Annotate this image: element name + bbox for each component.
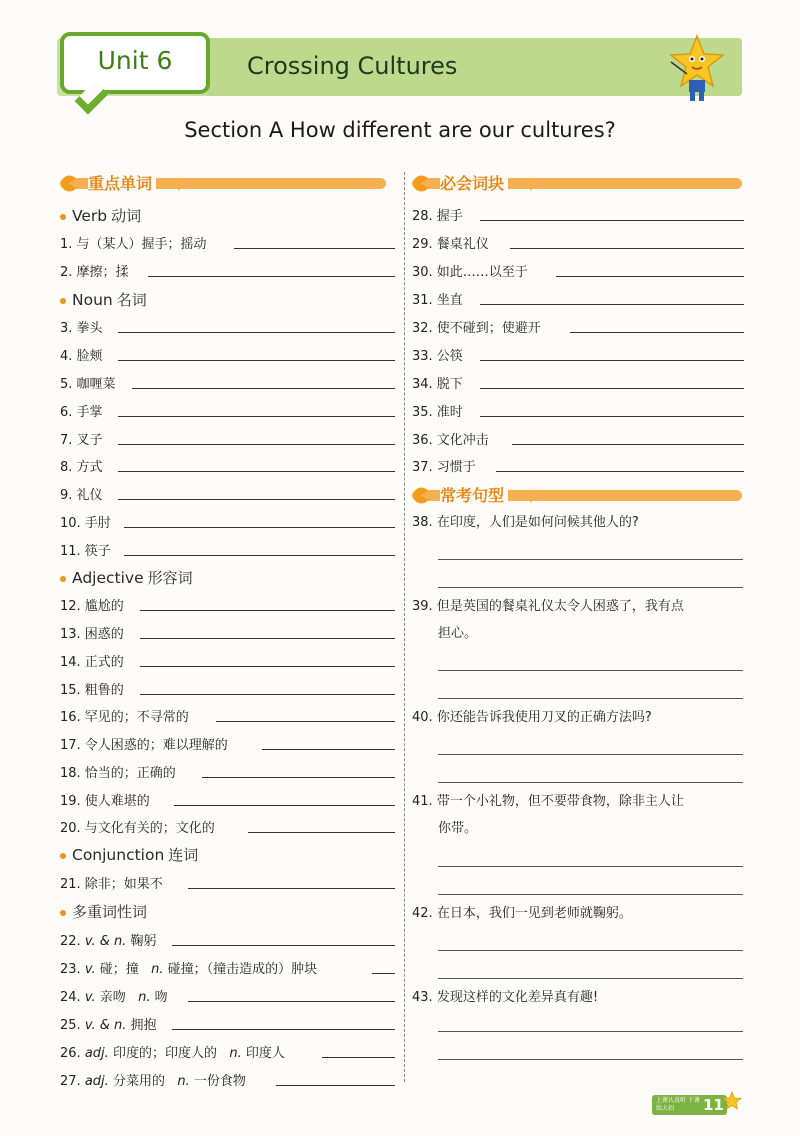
answer-line[interactable]: [438, 782, 743, 783]
vocab-item: 18. 恰当的；正确的: [60, 766, 176, 781]
answer-line[interactable]: [438, 1031, 743, 1032]
vocab-item: 21. 除非；如果不: [60, 877, 163, 892]
vocab-item: 7. 叉子: [60, 433, 103, 448]
answer-line[interactable]: [118, 360, 395, 361]
phrase-item: 31. 坐直: [412, 293, 463, 308]
answer-line[interactable]: [140, 610, 395, 611]
section-header-key-phrases: [412, 175, 744, 192]
vocab-item: 19. 使人难堪的: [60, 794, 150, 809]
sentence-prompt: 39. 但是英国的餐桌礼仪太令人困惑了，我有点: [412, 599, 684, 614]
section-title: Section A How different are our cultures?: [184, 118, 616, 142]
answer-line[interactable]: [118, 471, 395, 472]
footer-slogan: 上课认真听 下课练大招: [656, 1097, 700, 1112]
vocab-item: 5. 咖喱菜: [60, 377, 116, 392]
answer-line[interactable]: [556, 276, 744, 277]
vocab-item-multi: 27. adj. 分菜用的 n. 一份食物: [60, 1074, 246, 1089]
vocab-item: 20. 与文化有关的；文化的: [60, 821, 215, 836]
category-conjunction: Conjunction 连词: [60, 844, 198, 865]
answer-line[interactable]: [248, 832, 395, 833]
answer-line[interactable]: [570, 332, 744, 333]
answer-line[interactable]: [480, 388, 744, 389]
category-verb: Verb 动词: [60, 205, 141, 226]
answer-line[interactable]: [438, 698, 743, 699]
answer-line[interactable]: [216, 721, 395, 722]
phrase-item: 29. 餐桌礼仪: [412, 237, 489, 252]
answer-line[interactable]: [148, 276, 395, 277]
vocab-item: 4. 脸颊: [60, 349, 103, 364]
answer-line[interactable]: [438, 894, 743, 895]
answer-line[interactable]: [322, 1057, 395, 1058]
phrase-item: 28. 握手: [412, 209, 463, 224]
vocab-item: 14. 正式的: [60, 655, 124, 670]
phrase-item: 36. 文化冲击: [412, 433, 489, 448]
vocab-item-multi: 26. adj. 印度的；印度人的 n. 印度人: [60, 1046, 285, 1061]
unit-badge: [60, 32, 210, 94]
vocab-item: 10. 手肘: [60, 516, 111, 531]
answer-line[interactable]: [188, 1001, 395, 1002]
answer-line[interactable]: [172, 945, 395, 946]
unit-banner: [57, 38, 742, 100]
answer-line[interactable]: [438, 866, 743, 867]
pacman-icon: [412, 487, 429, 504]
section-header-label: 必会词块: [440, 171, 508, 194]
answer-line[interactable]: [480, 304, 744, 305]
answer-line[interactable]: [132, 388, 395, 389]
answer-line[interactable]: [262, 749, 395, 750]
vocab-item-multi: 24. v. 亲吻 n. 吻: [60, 990, 168, 1005]
vocab-item: 9. 礼仪: [60, 488, 103, 503]
star-icon: [722, 1091, 742, 1111]
section-header-key-words: [60, 175, 392, 192]
answer-line[interactable]: [512, 444, 744, 445]
vocab-item: 13. 困惑的: [60, 627, 124, 642]
phrase-item: 30. 如此……以至于: [412, 265, 528, 280]
section-header-label: 常考句型: [440, 483, 508, 506]
vocab-item: 8. 方式: [60, 460, 103, 475]
vocab-item-multi: 23. v. 碰；撞 n. 碰撞；（撞击造成的）肿块: [60, 962, 318, 977]
answer-line[interactable]: [140, 666, 395, 667]
answer-line[interactable]: [510, 248, 744, 249]
phrase-item: 33. 公筷: [412, 349, 463, 364]
answer-line[interactable]: [172, 1029, 395, 1030]
answer-line[interactable]: [118, 416, 395, 417]
answer-line[interactable]: [202, 777, 395, 778]
answer-line[interactable]: [140, 638, 395, 639]
vocab-item: 2. 摩擦；揉: [60, 265, 129, 280]
vocab-item-multi: 25. v. & n. 拥抱: [60, 1018, 157, 1033]
sentence-prompt: 38. 在印度，人们是如何问候其他人的?: [412, 515, 639, 530]
answer-line[interactable]: [438, 950, 743, 951]
sentence-prompt: 42. 在日本，我们一见到老师就鞠躬。: [412, 906, 632, 921]
phrase-item: 37. 习惯于: [412, 460, 476, 475]
answer-line[interactable]: [438, 754, 743, 755]
sentence-prompt-cont: 你带。: [438, 821, 478, 836]
star-mascot-icon: [665, 34, 725, 104]
sentence-prompt-cont: 担心。: [438, 626, 478, 641]
phrase-item: 34. 脱下: [412, 377, 463, 392]
answer-line[interactable]: [118, 499, 395, 500]
sentence-prompt: 40. 你还能告诉我使用刀叉的正确方法吗?: [412, 710, 652, 725]
phrase-item: 35. 准时: [412, 405, 463, 420]
sentence-prompt: 41. 带一个小礼物，但不要带食物，除非主人让: [412, 794, 684, 809]
vocab-item: 12. 尴尬的: [60, 599, 124, 614]
vocab-item: 6. 手掌: [60, 405, 103, 420]
answer-line[interactable]: [118, 332, 395, 333]
phrase-item: 32. 使不碰到；使避开: [412, 321, 541, 336]
answer-line[interactable]: [438, 559, 743, 560]
vocab-item: 16. 罕见的；不寻常的: [60, 710, 189, 725]
section-header-key-sentences: [412, 487, 744, 504]
answer-line[interactable]: [480, 416, 744, 417]
answer-line[interactable]: [480, 360, 744, 361]
unit-title: Crossing Cultures: [247, 52, 458, 80]
sentence-prompt: 43. 发现这样的文化差异真有趣!: [412, 990, 599, 1005]
unit-label: Unit 6: [97, 46, 173, 75]
vocab-item-multi: 22. v. & n. 鞠躬: [60, 934, 157, 949]
answer-line[interactable]: [480, 220, 744, 221]
column-divider: [404, 172, 405, 1082]
answer-line[interactable]: [438, 978, 743, 979]
vocab-item: 15. 粗鲁的: [60, 683, 124, 698]
category-multi-pos: 多重词性词: [60, 901, 147, 922]
page-number: 11: [703, 1096, 724, 1114]
answer-line[interactable]: [234, 248, 395, 249]
answer-line[interactable]: [174, 805, 395, 806]
pacman-icon: [60, 175, 77, 192]
vocab-item: 11. 筷子: [60, 544, 111, 559]
vocab-item: 3. 拳头: [60, 321, 103, 336]
vocab-item: 17. 令人困惑的；难以理解的: [60, 738, 228, 753]
answer-line[interactable]: [124, 555, 395, 556]
section-header-label: 重点单词: [88, 171, 156, 194]
answer-line[interactable]: [372, 973, 395, 974]
vocab-item: 1. 与（某人）握手；摇动: [60, 237, 207, 252]
answer-line[interactable]: [438, 670, 743, 671]
answer-line[interactable]: [188, 888, 395, 889]
answer-line[interactable]: [438, 1059, 743, 1060]
answer-line[interactable]: [124, 527, 395, 528]
answer-line[interactable]: [438, 587, 743, 588]
category-noun: Noun 名词: [60, 289, 147, 310]
answer-line[interactable]: [140, 694, 395, 695]
pacman-icon: [412, 175, 429, 192]
page-number-badge: [652, 1095, 742, 1117]
answer-line[interactable]: [118, 444, 395, 445]
answer-line[interactable]: [496, 471, 744, 472]
answer-line[interactable]: [276, 1085, 395, 1086]
category-adjective: Adjective 形容词: [60, 567, 193, 588]
